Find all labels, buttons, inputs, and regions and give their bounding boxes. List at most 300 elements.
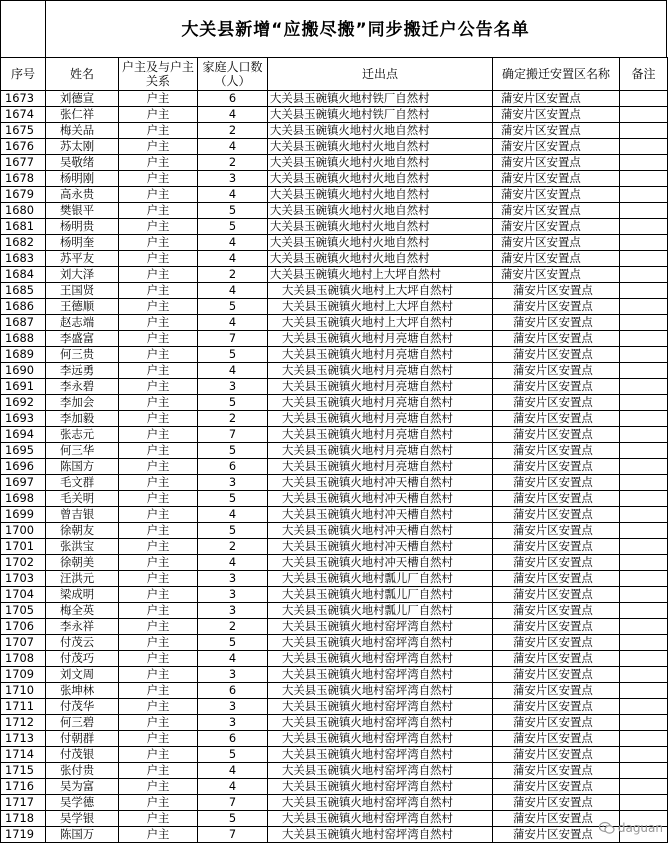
cell-source: 大关县玉碗镇火地村窑坪湾自然村 [268,667,493,683]
cell-source: 大关县玉碗镇火地村冲天槽自然村 [268,475,493,491]
cell-destination: 蒲安片区安置点 [493,715,620,731]
header-destination: 确定搬迁安置区名称 [493,58,620,91]
cell-source: 大关县玉碗镇火地村冲天槽自然村 [268,507,493,523]
cell-source: 大关县玉碗镇火地村上大坪自然村 [268,299,493,315]
cell-remark [620,683,668,699]
cell-remark [620,619,668,635]
cell-name: 张志元 [46,427,119,443]
cell-destination: 蒲安片区安置点 [493,827,620,843]
wechat-icon [599,821,615,835]
cell-name: 梅关品 [46,123,119,139]
cell-destination: 蒲安片区安置点 [493,251,620,267]
table-row [1,91,668,107]
cell-destination: 蒲安片区安置点 [493,763,620,779]
cell-destination: 蒲安片区安置点 [493,315,620,331]
cell-remark [620,747,668,763]
cell-count: 2 [198,155,268,171]
cell-remark [620,587,668,603]
table-row [1,763,668,779]
table-row [1,827,668,843]
cell-destination: 蒲安片区安置点 [493,187,620,203]
cell-relation: 户主 [119,187,198,203]
cell-name: 樊银平 [46,203,119,219]
cell-relation: 户主 [119,267,198,283]
cell-relation: 户主 [119,283,198,299]
cell-count: 2 [198,411,268,427]
header-source: 迁出点 [268,58,493,91]
cell-destination: 蒲安片区安置点 [493,91,620,107]
cell-no: 1680 [1,203,46,219]
cell-relation: 户主 [119,603,198,619]
cell-source: 大关县玉碗镇火地村铁厂自然村 [268,91,493,107]
cell-name: 何三碧 [46,715,119,731]
header-count: 家庭人口数（人） [198,58,268,91]
cell-count: 4 [198,555,268,571]
cell-remark [620,443,668,459]
cell-no: 1718 [1,811,46,827]
cell-count: 4 [198,251,268,267]
cell-no: 1699 [1,507,46,523]
cell-no: 1695 [1,443,46,459]
cell-source: 大关县玉碗镇火地村瓢儿厂自然村 [268,603,493,619]
cell-count: 4 [198,507,268,523]
cell-name: 杨明贵 [46,219,119,235]
cell-name: 李永碧 [46,379,119,395]
cell-name: 付朝群 [46,731,119,747]
cell-name: 徐朝美 [46,555,119,571]
cell-no: 1677 [1,155,46,171]
watermark [599,817,663,839]
table-row [1,363,668,379]
cell-relation: 户主 [119,507,198,523]
table-row [1,139,668,155]
cell-remark [620,123,668,139]
cell-destination: 蒲安片区安置点 [493,123,620,139]
cell-source: 大关县玉碗镇火地村冲天槽自然村 [268,491,493,507]
cell-remark [620,379,668,395]
cell-count: 4 [198,139,268,155]
cell-name: 汪洪元 [46,571,119,587]
cell-relation: 户主 [119,331,198,347]
cell-remark [620,699,668,715]
cell-destination: 蒲安片区安置点 [493,587,620,603]
relocation-table [0,57,668,843]
cell-name: 吴学德 [46,795,119,811]
cell-name: 吴为富 [46,779,119,795]
table-row [1,123,668,139]
cell-relation: 户主 [119,491,198,507]
cell-source: 大关县玉碗镇火地村冲天槽自然村 [268,539,493,555]
cell-destination: 蒲安片区安置点 [493,203,620,219]
cell-destination: 蒲安片区安置点 [493,427,620,443]
cell-no: 1713 [1,731,46,747]
cell-destination: 蒲安片区安置点 [493,475,620,491]
cell-no: 1708 [1,651,46,667]
cell-count: 4 [198,763,268,779]
cell-source: 大关县玉碗镇火地村月亮塘自然村 [268,379,493,395]
cell-count: 3 [198,699,268,715]
cell-no: 1690 [1,363,46,379]
cell-remark [620,635,668,651]
cell-name: 张付贵 [46,763,119,779]
cell-relation: 户主 [119,539,198,555]
cell-destination: 蒲安片区安置点 [493,267,620,283]
table-row [1,619,668,635]
cell-no: 1712 [1,715,46,731]
table-row [1,587,668,603]
table-row [1,203,668,219]
table-row [1,219,668,235]
cell-remark [620,91,668,107]
cell-no: 1702 [1,555,46,571]
table-row [1,427,668,443]
cell-remark [620,395,668,411]
cell-remark [620,139,668,155]
cell-no: 1703 [1,571,46,587]
cell-no: 1705 [1,603,46,619]
cell-remark [620,779,668,795]
cell-name: 吴学银 [46,811,119,827]
cell-count: 5 [198,443,268,459]
cell-destination: 蒲安片区安置点 [493,443,620,459]
cell-remark [620,315,668,331]
cell-destination: 蒲安片区安置点 [493,507,620,523]
table-row [1,411,668,427]
cell-destination: 蒲安片区安置点 [493,539,620,555]
table-row [1,107,668,123]
cell-source: 大关县玉碗镇火地村月亮塘自然村 [268,347,493,363]
cell-name: 李加毅 [46,411,119,427]
cell-remark [620,491,668,507]
cell-source: 大关县玉碗镇火地村火地自然村 [268,235,493,251]
cell-name: 付茂银 [46,747,119,763]
cell-count: 7 [198,827,268,843]
cell-remark [620,283,668,299]
cell-destination: 蒲安片区安置点 [493,139,620,155]
cell-relation: 户主 [119,123,198,139]
cell-count: 2 [198,123,268,139]
cell-name: 何三华 [46,443,119,459]
cell-remark [620,459,668,475]
cell-relation: 户主 [119,203,198,219]
cell-no: 1685 [1,283,46,299]
cell-relation: 户主 [119,315,198,331]
cell-destination: 蒲安片区安置点 [493,459,620,475]
cell-name: 杨明奎 [46,235,119,251]
cell-relation: 户主 [119,715,198,731]
cell-relation: 户主 [119,763,198,779]
cell-source: 大关县玉碗镇火地村窑坪湾自然村 [268,651,493,667]
cell-count: 2 [198,539,268,555]
cell-source: 大关县玉碗镇火地村窑坪湾自然村 [268,779,493,795]
cell-remark [620,363,668,379]
cell-remark [620,219,668,235]
table-row [1,491,668,507]
cell-relation: 户主 [119,411,198,427]
cell-relation: 户主 [119,299,198,315]
table-row [1,459,668,475]
cell-source: 大关县玉碗镇火地村上大坪自然村 [268,267,493,283]
cell-destination: 蒲安片区安置点 [493,651,620,667]
table-row [1,683,668,699]
cell-remark [620,555,668,571]
cell-name: 付茂云 [46,635,119,651]
cell-no: 1701 [1,539,46,555]
cell-relation: 户主 [119,779,198,795]
cell-count: 4 [198,283,268,299]
cell-relation: 户主 [119,219,198,235]
header-relation: 户主及与户主关系 [119,58,198,91]
cell-no: 1674 [1,107,46,123]
cell-name: 刘大泽 [46,267,119,283]
cell-source: 大关县玉碗镇火地村火地自然村 [268,203,493,219]
cell-relation: 户主 [119,635,198,651]
cell-source: 大关县玉碗镇火地村月亮塘自然村 [268,363,493,379]
cell-destination: 蒲安片区安置点 [493,523,620,539]
cell-no: 1714 [1,747,46,763]
cell-name: 毛文群 [46,475,119,491]
cell-count: 5 [198,747,268,763]
cell-no: 1694 [1,427,46,443]
cell-no: 1709 [1,667,46,683]
cell-name: 王德顺 [46,299,119,315]
cell-remark [620,475,668,491]
cell-name: 何三贵 [46,347,119,363]
cell-remark [620,251,668,267]
table-row [1,795,668,811]
cell-count: 5 [198,203,268,219]
table-row [1,235,668,251]
cell-destination: 蒲安片区安置点 [493,779,620,795]
cell-no: 1686 [1,299,46,315]
cell-no: 1707 [1,635,46,651]
cell-source: 大关县玉碗镇火地村月亮塘自然村 [268,411,493,427]
cell-relation: 户主 [119,379,198,395]
cell-name: 陈国方 [46,459,119,475]
cell-no: 1717 [1,795,46,811]
cell-source: 大关县玉碗镇火地村火地自然村 [268,187,493,203]
cell-source: 大关县玉碗镇火地村火地自然村 [268,251,493,267]
cell-remark [620,763,668,779]
cell-remark [620,171,668,187]
table-row [1,475,668,491]
cell-relation: 户主 [119,91,198,107]
cell-count: 3 [198,667,268,683]
cell-count: 6 [198,683,268,699]
cell-source: 大关县玉碗镇火地村窑坪湾自然村 [268,619,493,635]
cell-relation: 户主 [119,795,198,811]
cell-count: 7 [198,331,268,347]
table-row [1,523,668,539]
cell-count: 4 [198,651,268,667]
cell-remark [620,507,668,523]
header-no: 序号 [1,58,46,91]
cell-destination: 蒲安片区安置点 [493,347,620,363]
cell-source: 大关县玉碗镇火地村窑坪湾自然村 [268,747,493,763]
cell-source: 大关县玉碗镇火地村火地自然村 [268,219,493,235]
cell-remark [620,107,668,123]
table-row [1,187,668,203]
cell-source: 大关县玉碗镇火地村窑坪湾自然村 [268,715,493,731]
cell-relation: 户主 [119,395,198,411]
cell-destination: 蒲安片区安置点 [493,747,620,763]
header-remark: 备注 [620,58,668,91]
cell-relation: 户主 [119,667,198,683]
cell-remark [620,187,668,203]
table-row [1,315,668,331]
cell-remark [620,715,668,731]
cell-destination: 蒲安片区安置点 [493,699,620,715]
watermark-text: daguan [617,821,663,835]
table-row [1,379,668,395]
cell-relation: 户主 [119,699,198,715]
cell-count: 4 [198,779,268,795]
cell-count: 4 [198,235,268,251]
title-row [0,0,667,58]
cell-name: 付茂巧 [46,651,119,667]
cell-name: 付茂华 [46,699,119,715]
cell-remark [620,411,668,427]
cell-no: 1697 [1,475,46,491]
table-row [1,251,668,267]
cell-relation: 户主 [119,811,198,827]
cell-source: 大关县玉碗镇火地村月亮塘自然村 [268,395,493,411]
cell-count: 4 [198,187,268,203]
cell-source: 大关县玉碗镇火地村铁厂自然村 [268,107,493,123]
cell-name: 李盛富 [46,331,119,347]
cell-source: 大关县玉碗镇火地村瓢儿厂自然村 [268,587,493,603]
cell-no: 1681 [1,219,46,235]
cell-destination: 蒲安片区安置点 [493,683,620,699]
cell-remark [620,203,668,219]
cell-source: 大关县玉碗镇火地村上大坪自然村 [268,283,493,299]
cell-source: 大关县玉碗镇火地村火地自然村 [268,139,493,155]
cell-relation: 户主 [119,155,198,171]
cell-no: 1715 [1,763,46,779]
cell-count: 2 [198,619,268,635]
cell-relation: 户主 [119,731,198,747]
cell-count: 5 [198,811,268,827]
cell-name: 陈国万 [46,827,119,843]
cell-source: 大关县玉碗镇火地村瓢儿厂自然村 [268,571,493,587]
table-row [1,699,668,715]
cell-source: 大关县玉碗镇火地村月亮塘自然村 [268,331,493,347]
table-row [1,155,668,171]
document-title: 大关县新增“应搬尽搬”同步搬迁户公告名单 [181,20,530,40]
cell-relation: 户主 [119,651,198,667]
header-name: 姓名 [46,58,119,91]
cell-destination: 蒲安片区安置点 [493,219,620,235]
cell-source: 大关县玉碗镇火地村火地自然村 [268,155,493,171]
cell-count: 3 [198,715,268,731]
cell-count: 5 [198,219,268,235]
cell-destination: 蒲安片区安置点 [493,619,620,635]
cell-relation: 户主 [119,139,198,155]
cell-destination: 蒲安片区安置点 [493,571,620,587]
cell-source: 大关县玉碗镇火地村冲天槽自然村 [268,523,493,539]
cell-no: 1683 [1,251,46,267]
cell-source: 大关县玉碗镇火地村月亮塘自然村 [268,427,493,443]
cell-remark [620,347,668,363]
table-row [1,651,668,667]
cell-source: 大关县玉碗镇火地村窑坪湾自然村 [268,795,493,811]
cell-relation: 户主 [119,235,198,251]
table-body [1,91,668,843]
cell-relation: 户主 [119,347,198,363]
cell-remark [620,427,668,443]
table-row [1,571,668,587]
cell-destination: 蒲安片区安置点 [493,299,620,315]
cell-relation: 户主 [119,443,198,459]
cell-destination: 蒲安片区安置点 [493,235,620,251]
cell-source: 大关县玉碗镇火地村窑坪湾自然村 [268,763,493,779]
cell-remark [620,267,668,283]
cell-name: 张坤林 [46,683,119,699]
cell-count: 4 [198,363,268,379]
table-row [1,171,668,187]
cell-relation: 户主 [119,427,198,443]
cell-destination: 蒲安片区安置点 [493,363,620,379]
cell-relation: 户主 [119,251,198,267]
table-row [1,331,668,347]
table-row [1,779,668,795]
cell-remark [620,795,668,811]
cell-no: 1676 [1,139,46,155]
cell-remark [620,651,668,667]
cell-source: 大关县玉碗镇火地村窑坪湾自然村 [268,635,493,651]
cell-name: 张洪宝 [46,539,119,555]
cell-source: 大关县玉碗镇火地村冲天槽自然村 [268,555,493,571]
cell-no: 1687 [1,315,46,331]
cell-no: 1691 [1,379,46,395]
cell-name: 毛关明 [46,491,119,507]
cell-name: 苏太刚 [46,139,119,155]
cell-no: 1716 [1,779,46,795]
cell-destination: 蒲安片区安置点 [493,171,620,187]
cell-count: 3 [198,587,268,603]
cell-count: 5 [198,491,268,507]
cell-source: 大关县玉碗镇火地村火地自然村 [268,123,493,139]
cell-relation: 户主 [119,587,198,603]
cell-relation: 户主 [119,475,198,491]
cell-destination: 蒲安片区安置点 [493,603,620,619]
cell-source: 大关县玉碗镇火地村月亮塘自然村 [268,443,493,459]
cell-remark [620,539,668,555]
cell-name: 高永贵 [46,187,119,203]
cell-name: 杨明刚 [46,171,119,187]
cell-no: 1689 [1,347,46,363]
cell-name: 李永祥 [46,619,119,635]
cell-destination: 蒲安片区安置点 [493,635,620,651]
cell-relation: 户主 [119,363,198,379]
cell-name: 王国贤 [46,283,119,299]
cell-destination: 蒲安片区安置点 [493,155,620,171]
cell-remark [620,331,668,347]
cell-source: 大关县玉碗镇火地村窑坪湾自然村 [268,699,493,715]
cell-count: 3 [198,603,268,619]
cell-source: 大关县玉碗镇火地村窑坪湾自然村 [268,811,493,827]
cell-remark [620,155,668,171]
cell-relation: 户主 [119,171,198,187]
table-row [1,715,668,731]
table-row [1,299,668,315]
cell-remark [620,571,668,587]
table-row [1,555,668,571]
table-row [1,347,668,363]
cell-name: 刘文周 [46,667,119,683]
cell-no: 1706 [1,619,46,635]
cell-source: 大关县玉碗镇火地村月亮塘自然村 [268,459,493,475]
